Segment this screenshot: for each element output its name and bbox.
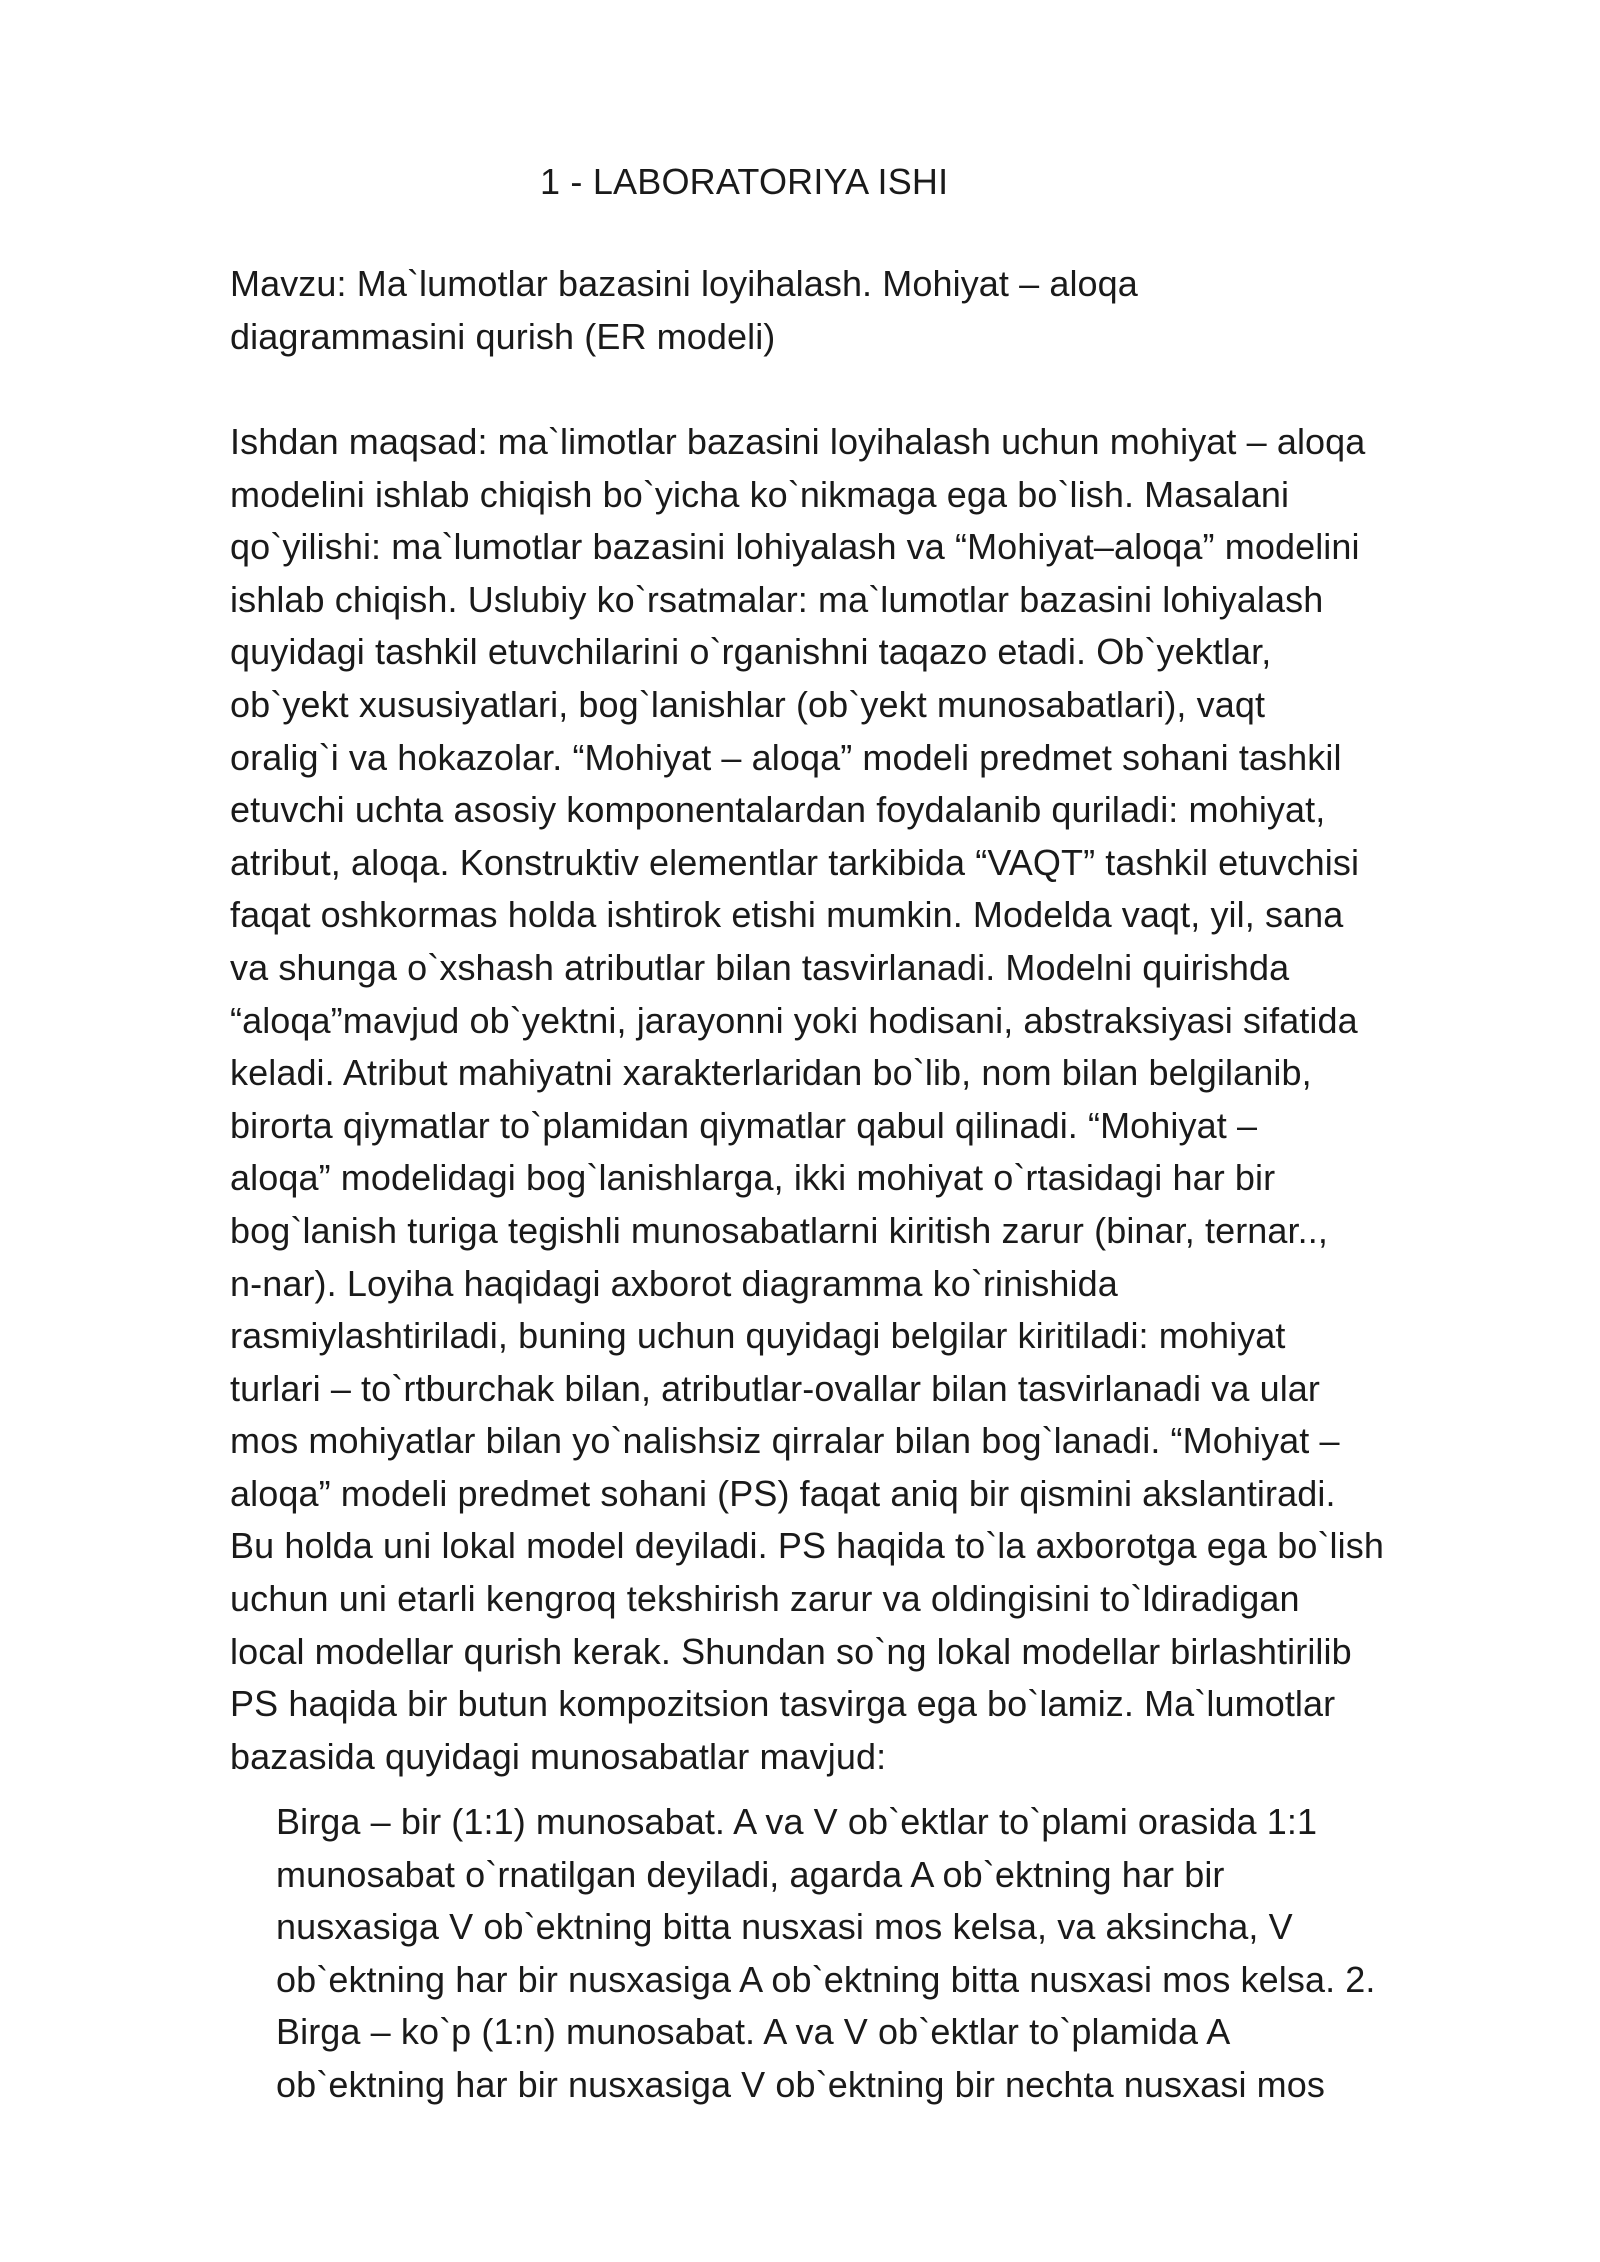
text-line: aloqa” modeli predmet sohani (PS) faqat aniq bir qismini akslantiradi. xyxy=(230,1472,1336,1514)
text-line: birorta qiymatlar to`plamidan qiymatlar qabul qilinadi. “Mohiyat – xyxy=(230,1104,1258,1146)
text-line: modelini ishlab chiqish bo`yicha ko`nikmaga ega bo`lish. Masalani xyxy=(230,473,1290,515)
text-line: ob`yekt xususiyatlari, bog`lanishlar (ob`yekt munosabatlari), vaqt xyxy=(230,683,1266,725)
text-line: aloqa” modelidagi bog`lanishlarga, ikki mohiyat o`rtasidagi har bir xyxy=(230,1157,1276,1199)
text-line: Birga – bir (1:1) munosabat. A va V ob`ektlar to`plami orasida 1:1 xyxy=(276,1801,1318,1842)
text-line: bazasida quyidagi munosabatlar mavjud: xyxy=(230,1735,887,1777)
text-line: n-nar). Loyiha haqidagi axborot diagramma ko`rinishida xyxy=(230,1262,1118,1304)
objective-paragraph xyxy=(230,416,1530,1783)
text-line: ob`ektning har bir nusxasiga A ob`ektning bitta nusxasi mos kelsa. 2. xyxy=(276,1958,1376,2000)
text-line: Ishdan maqsad: ma`limotlar bazasini loyihalash uchun mohiyat – aloqa xyxy=(230,421,1366,462)
text-line: oralig`i va hokazolar. “Mohiyat – aloqa” modeli predmet sohani tashkil xyxy=(230,736,1342,778)
text-line: local modellar qurish kerak. Shundan so`ng lokal modellar birlashtirilib xyxy=(230,1630,1352,1672)
text-line: va shunga o`xshash atributlar bilan tasvirlanadi. Modelni quirishda xyxy=(230,946,1290,988)
text-line: mos mohiyatlar bilan yo`nalishsiz qirralar bilan bog`lanadi. “Mohiyat – xyxy=(230,1420,1340,1462)
text-line: PS haqida bir butun kompozitsion tasvirga ega bo`lamiz. Ma`lumotlar xyxy=(230,1683,1336,1725)
text-line: munosabat o`rnatilgan deyiladi, agarda A ob`ektning har bir xyxy=(276,1853,1225,1895)
text-line: Birga – ko`p (1:n) munosabat. A va V ob`ektlar to`plamida A xyxy=(276,2011,1231,2053)
text-line: Mavzu: Ma`lumotlar bazasini loyihalash. Mohiyat – aloqa xyxy=(230,263,1138,304)
text-line: keladi. Atribut mahiyatni xarakterlaridan bo`lib, nom bilan belgilanib, xyxy=(230,1052,1312,1094)
text-line: diagrammasini qurish (ER modeli) xyxy=(230,315,776,357)
relations-paragraph xyxy=(276,1796,1576,2112)
text-line: uchun uni etarli kengroq tekshirish zarur va oldingisini to`ldiradigan xyxy=(230,1578,1300,1620)
text-line: nusxasiga V ob`ektning bitta nusxasi mos kelsa, va aksincha, V xyxy=(276,1906,1293,1948)
text-line: ob`ektning har bir nusxasiga V ob`ektning bir nechta nusxasi mos xyxy=(276,2063,1325,2105)
text-line: etuvchi uchta asosiy komponentalardan foydalanib quriladi: mohiyat, xyxy=(230,789,1326,831)
text-line: bog`lanish turiga tegishli munosabatlarni kiritish zarur (binar, ternar.., xyxy=(230,1209,1328,1251)
text-line: qo`yilishi: ma`lumotlar bazasini lohiyalash va “Mohiyat–aloqa” modelini xyxy=(230,526,1360,568)
text-line: turlari – to`rtburchak bilan, atributlar-ovallar bilan tasvirlanadi va ular xyxy=(230,1367,1320,1409)
text-line: ishlab chiqish. Uslubiy ko`rsatmalar: ma`lumotlar bazasini lohiyalash xyxy=(230,578,1324,620)
topic-paragraph xyxy=(230,258,1530,363)
text-line: “aloqa”mavjud ob`yektni, jarayonni yoki hodisani, abstraksiyasi sifatida xyxy=(230,999,1358,1041)
text-line: Bu holda uni lokal model deyiladi. PS haqida to`la axborotga ega bo`lish xyxy=(230,1525,1384,1567)
document-title: 1 - LABORATORIYA ISHI xyxy=(540,161,949,202)
text-line: rasmiylashtiriladi, buning uchun quyidagi belgilar kiritiladi: mohiyat xyxy=(230,1315,1286,1357)
text-line: quyidagi tashkil etuvchilarini o`rganishni taqazo etadi. Ob`yektlar, xyxy=(230,631,1272,673)
text-line: faqat oshkormas holda ishtirok etishi mumkin. Modelda vaqt, yil, sana xyxy=(230,894,1344,936)
text-line: atribut, aloqa. Konstruktiv elementlar tarkibida “VAQT” tashkil etuvchisi xyxy=(230,841,1360,883)
